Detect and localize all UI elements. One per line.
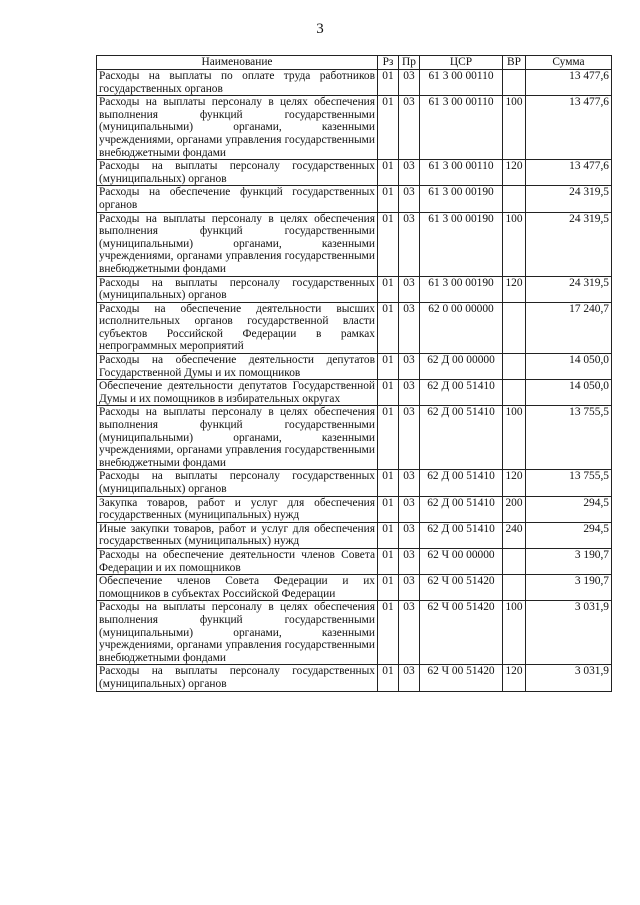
row-pr-cell: 03: [399, 160, 420, 186]
table-body: [97, 70, 612, 692]
row-rz-cell: 01: [378, 96, 399, 160]
row-name-cell: Расходы на выплаты по оплате труда работников государственных органов: [97, 70, 378, 96]
table-row: [97, 496, 612, 522]
row-name-cell: Расходы на обеспечение деятельности высших исполнительных органов государственной власти субъектов Российской Федерации в рамках непрограммных мероприятий: [97, 302, 378, 353]
row-pr-cell: 03: [399, 496, 420, 522]
row-rz-cell: 01: [378, 548, 399, 574]
row-rz-cell: 01: [378, 470, 399, 496]
row-sum-cell: 14 050,0: [526, 354, 612, 380]
table-row: [97, 575, 612, 601]
row-pr-cell: 03: [399, 665, 420, 691]
row-pr-cell: 03: [399, 548, 420, 574]
row-pr-cell: 03: [399, 601, 420, 665]
table-row: [97, 470, 612, 496]
row-csr-cell: 62 Д 00 51410: [420, 470, 503, 496]
row-vr-cell: [503, 548, 526, 574]
row-csr-cell: 62 Д 00 51410: [420, 522, 503, 548]
column-header-vr: ВР: [503, 56, 526, 70]
row-pr-cell: 03: [399, 406, 420, 470]
row-pr-cell: 03: [399, 354, 420, 380]
row-vr-cell: 120: [503, 665, 526, 691]
row-sum-cell: 13 755,5: [526, 470, 612, 496]
table-row: [97, 276, 612, 302]
row-vr-cell: 100: [503, 212, 526, 276]
row-rz-cell: 01: [378, 575, 399, 601]
table-row: [97, 601, 612, 665]
row-pr-cell: 03: [399, 96, 420, 160]
table-row: [97, 160, 612, 186]
column-header-sum: Сумма: [526, 56, 612, 70]
row-rz-cell: 01: [378, 70, 399, 96]
row-vr-cell: 120: [503, 276, 526, 302]
column-header-csr: ЦСР: [420, 56, 503, 70]
row-csr-cell: 62 Д 00 00000: [420, 354, 503, 380]
row-name-cell: Расходы на выплаты персоналу в целях обеспечения выполнения функций государственными (муниципальными) органами, казенными учреждениями, органами управления государственными внебюджетными фондами: [97, 406, 378, 470]
row-vr-cell: [503, 186, 526, 212]
row-name-cell: Обеспечение деятельности депутатов Государственной Думы и их помощников в избирательных округах: [97, 380, 378, 406]
row-sum-cell: 3 031,9: [526, 665, 612, 691]
row-pr-cell: 03: [399, 70, 420, 96]
row-sum-cell: 3 190,7: [526, 548, 612, 574]
row-rz-cell: 01: [378, 380, 399, 406]
row-csr-cell: 61 3 00 00190: [420, 276, 503, 302]
row-rz-cell: 01: [378, 522, 399, 548]
row-csr-cell: 62 Д 00 51410: [420, 380, 503, 406]
row-name-cell: Расходы на выплаты персоналу в целях обеспечения выполнения функций государственными (муниципальными) органами, казенными учреждениями, органами управления государственными внебюджетными фондами: [97, 96, 378, 160]
row-sum-cell: 24 319,5: [526, 186, 612, 212]
table-row: [97, 380, 612, 406]
row-pr-cell: 03: [399, 575, 420, 601]
row-vr-cell: [503, 354, 526, 380]
row-rz-cell: 01: [378, 665, 399, 691]
table-header-row: [97, 56, 612, 70]
row-name-cell: Расходы на выплаты персоналу государственных (муниципальных) органов: [97, 470, 378, 496]
row-name-cell: Расходы на выплаты персоналу государственных (муниципальных) органов: [97, 276, 378, 302]
row-csr-cell: 62 Д 00 51410: [420, 496, 503, 522]
row-csr-cell: 62 Д 00 51410: [420, 406, 503, 470]
table-row: [97, 302, 612, 353]
table-row: [97, 665, 612, 691]
row-name-cell: Закупка товаров, работ и услуг для обеспечения государственных (муниципальных) нужд: [97, 496, 378, 522]
table-row: [97, 522, 612, 548]
row-sum-cell: 3 031,9: [526, 601, 612, 665]
row-vr-cell: 100: [503, 406, 526, 470]
row-csr-cell: 62 Ч 00 00000: [420, 548, 503, 574]
row-vr-cell: 200: [503, 496, 526, 522]
table-row: [97, 212, 612, 276]
row-vr-cell: 100: [503, 96, 526, 160]
row-sum-cell: 294,5: [526, 522, 612, 548]
row-pr-cell: 03: [399, 302, 420, 353]
row-name-cell: Расходы на обеспечение деятельности членов Совета Федерации и их помощников: [97, 548, 378, 574]
row-pr-cell: 03: [399, 380, 420, 406]
row-csr-cell: 62 Ч 00 51420: [420, 575, 503, 601]
row-rz-cell: 01: [378, 354, 399, 380]
row-csr-cell: 61 3 00 00110: [420, 70, 503, 96]
row-sum-cell: 13 477,6: [526, 96, 612, 160]
row-name-cell: Расходы на выплаты персоналу государственных (муниципальных) органов: [97, 160, 378, 186]
row-rz-cell: 01: [378, 186, 399, 212]
row-sum-cell: 24 319,5: [526, 276, 612, 302]
row-name-cell: Расходы на обеспечение деятельности депутатов Государственной Думы и их помощников: [97, 354, 378, 380]
row-pr-cell: 03: [399, 470, 420, 496]
row-csr-cell: 61 3 00 00110: [420, 96, 503, 160]
row-rz-cell: 01: [378, 302, 399, 353]
row-name-cell: Расходы на обеспечение функций государственных органов: [97, 186, 378, 212]
row-sum-cell: 13 477,6: [526, 70, 612, 96]
row-rz-cell: 01: [378, 160, 399, 186]
row-sum-cell: 13 755,5: [526, 406, 612, 470]
table-row: [97, 354, 612, 380]
row-vr-cell: [503, 575, 526, 601]
row-vr-cell: [503, 70, 526, 96]
table-row: [97, 186, 612, 212]
row-vr-cell: [503, 380, 526, 406]
row-sum-cell: 24 319,5: [526, 212, 612, 276]
row-sum-cell: 13 477,6: [526, 160, 612, 186]
row-vr-cell: [503, 302, 526, 353]
row-sum-cell: 294,5: [526, 496, 612, 522]
table-row: [97, 96, 612, 160]
row-rz-cell: 01: [378, 406, 399, 470]
row-pr-cell: 03: [399, 276, 420, 302]
row-rz-cell: 01: [378, 212, 399, 276]
row-csr-cell: 62 Ч 00 51420: [420, 601, 503, 665]
row-vr-cell: 100: [503, 601, 526, 665]
column-header-rz: Рз: [378, 56, 399, 70]
row-vr-cell: 120: [503, 160, 526, 186]
row-rz-cell: 01: [378, 276, 399, 302]
column-header-name: Наименование: [97, 56, 378, 70]
row-rz-cell: 01: [378, 496, 399, 522]
column-header-pr: Пр: [399, 56, 420, 70]
row-csr-cell: 62 0 00 00000: [420, 302, 503, 353]
row-rz-cell: 01: [378, 601, 399, 665]
row-name-cell: Обеспечение членов Совета Федерации и их помощников в субъектах Российской Федерации: [97, 575, 378, 601]
row-pr-cell: 03: [399, 186, 420, 212]
row-name-cell: Расходы на выплаты персоналу государственных (муниципальных) органов: [97, 665, 378, 691]
page-number: 3: [316, 21, 324, 37]
table-row: [97, 548, 612, 574]
row-pr-cell: 03: [399, 212, 420, 276]
row-csr-cell: 61 3 00 00190: [420, 212, 503, 276]
row-sum-cell: 3 190,7: [526, 575, 612, 601]
row-sum-cell: 14 050,0: [526, 380, 612, 406]
row-vr-cell: 120: [503, 470, 526, 496]
row-csr-cell: 62 Ч 00 51420: [420, 665, 503, 691]
budget-table: [96, 55, 612, 692]
row-csr-cell: 61 3 00 00190: [420, 186, 503, 212]
row-pr-cell: 03: [399, 522, 420, 548]
table-row: [97, 70, 612, 96]
table-row: [97, 406, 612, 470]
row-csr-cell: 61 3 00 00110: [420, 160, 503, 186]
row-vr-cell: 240: [503, 522, 526, 548]
row-name-cell: Расходы на выплаты персоналу в целях обеспечения выполнения функций государственными (муниципальными) органами, казенными учреждениями, органами управления государственными внебюджетными фондами: [97, 601, 378, 665]
row-sum-cell: 17 240,7: [526, 302, 612, 353]
row-name-cell: Расходы на выплаты персоналу в целях обеспечения выполнения функций государственными (муниципальными) органами, казенными учреждениями, органами управления государственными внебюджетными фондами: [97, 212, 378, 276]
row-name-cell: Иные закупки товаров, работ и услуг для обеспечения государственных (муниципальных) нужд: [97, 522, 378, 548]
